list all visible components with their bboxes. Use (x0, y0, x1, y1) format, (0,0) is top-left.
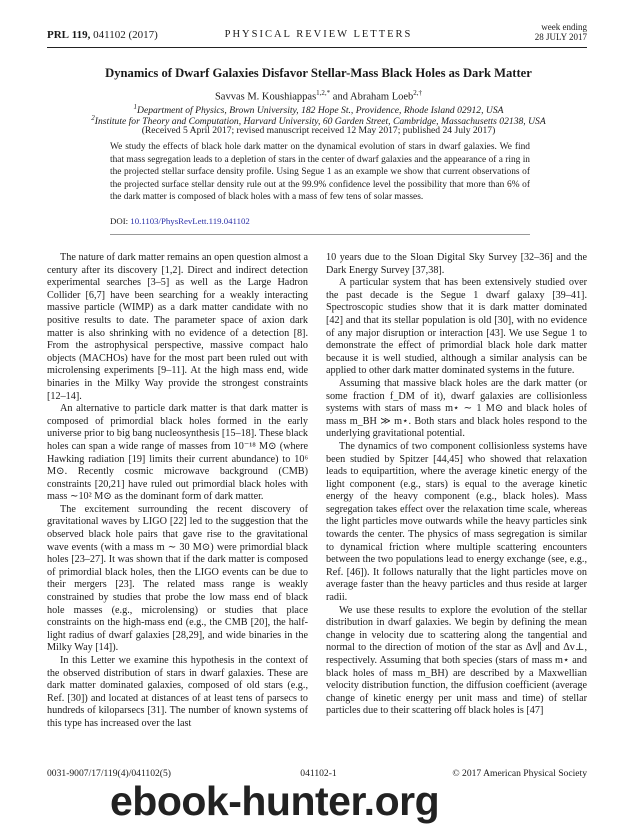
body-column-right (326, 252, 587, 718)
footer-copyright: © 2017 American Physical Society (452, 768, 587, 779)
header-rule (47, 47, 587, 48)
journal-name: PHYSICAL REVIEW LETTERS (224, 29, 413, 40)
body-paragraph: A particular system that has been extensively studied over the past decade is the Segue 1 dwarf galaxy [39–41]. Spectroscopic studies show that it is dark matter dominated [42] and that its stellar population is old [30], with no evidence of any major disruption or interaction [43]. We use Segue 1 to demonstrate the effect of primordial black hole dark matter because it is well studied, although a similar analysis can be applied to other dark matter dominated systems in the future. (326, 277, 587, 377)
journal-abbrev: PRL (47, 29, 69, 41)
week-date: 28 JULY 2017 (534, 32, 587, 42)
footer-issn: 0031-9007/17/119(4)/041102(5) (47, 768, 171, 779)
author-2-marks: 2,† (413, 89, 423, 97)
watermark-text: ebook-hunter.org (110, 778, 440, 824)
body-paragraph: The excitement surrounding the recent discovery of gravitational waves by LIGO [22] led to the suggestion that the observed black hole pairs that gave rise to the gravitational wave events (with a mass m ∼ 30 M⊙) were primordial black holes [23–27]. It was shown that if the dark matter is composed of primordial black holes, then the LIGO events can be due to their mergers [23]. The related mass range is weakly constrained by studies that probe the low mass end of black hole masses (e.g., microlensing) or studies that place constraints on the high-mass end (e.g., the CMB [20], the half-light radius of dwarf galaxies [28,29], and wide binaries in the Milky Way [14]). (47, 503, 308, 654)
article-info: 041102 (2017) (93, 29, 158, 41)
affiliation-2-text: Institute for Theory and Computation, Harvard University, 60 Garden Street, Cambridge, Massachusetts 02138, USA (94, 116, 546, 128)
affiliation-2-num: 2 (91, 114, 95, 122)
affiliation-1-text: Department of Physics, Brown University, 182 Hope St., Providence, Rhode Island 02912, USA (137, 105, 504, 117)
abstract: We study the effects of black hole dark matter on the dynamical evolution of stars in dwarf galaxies. We find that mass segregation leads to a depletion of stars in the center of dwarf galaxies and the appearance of a ring in the projected stellar surface density profile. Using Segue 1 as an example we show that current observations of the projected surface stellar density rule out at the 99.9% confidence level the possibility that more than 6% of the dark matter is composed of black holes with a mass of few tens of solar masses. (110, 142, 530, 202)
header-week (535, 22, 587, 42)
affiliation-1-num: 1 (133, 103, 138, 111)
journal-volume: 119, (71, 29, 91, 41)
body-paragraph: Assuming that massive black holes are the dark matter (or some fraction f_DM of it), dwarf galaxies are collisionless systems with stars of mass m⋆ ∼ 1 M⊙ and black holes of mass m_BH ≫ m⋆. Both stars and black holes respond to the underlying gravitational potential. (326, 377, 587, 440)
body-paragraph: The nature of dark matter remains an open question almost a century after its discovery [1,2]. Direct and indirect detection experimental searches [3–5] as well as the Large Hadron Collider [6,7] have been searching for a weakly interacting massive particle (WIMP) as a dark matter candidate with no positive results to date. The parameter space of axion dark matter is also shrinking with no evidence of a detection [8]. From the astrophysical perspective, massive compact halo objects (MACHOs) have for the most part been ruled out with microlensing experiments [9–11]. At the high mass end, wide binaries in the Milky Way provide the strongest constraints [12–14]. (47, 252, 308, 402)
body-paragraph: An alternative to particle dark matter is that dark matter is composed of primordial black holes formed in the early universe prior to big bang nucleosynthesis [15–18]. These black holes can span a wide range of masses from 10⁻¹⁸ M⊙ (where Hawking radiation [19] limits their current abundance) to 10⁶ M⊙. Recently cosmic microwave background (CMB) constraints [20,21] have ruled out primordial black holes with mass ∼10² M⊙ as the dominant form of dark matter. (47, 403, 308, 503)
author-2-name: Abraham Loeb (350, 91, 414, 103)
doi-link[interactable]: 10.1103/PhysRevLett.119.041102 (130, 216, 250, 226)
author-1-name: Savvas M. Koushiappas (214, 91, 317, 103)
body-paragraph: The dynamics of two component collisionless systems have been studied by Spitzer [44,45] who showed that relaxation leads to equipartition, where the average kinetic energy of the light component (e.g., stars) is equal to the average kinetic energy of the heavy component (e.g., black holes). Mass segregation takes effect over the relaxation time scale, whereas the light particles move outwards while the heavy particles sink towards the center. The physics of mass segregation is similar to dynamical friction where multiple scattering encounters between the two populations lead to energy exchange (see, e.g., Ref. [46]). It follows naturally that the light particles move on average faster than the heavy particles and thus reside at larger radii. (326, 440, 587, 604)
body-paragraph: In this Letter we examine this hypothesis in the context of the observed distribution of stars in dwarf galaxies. These are dark matter dominated galaxies, composed of old stars (e.g., Ref. [30]) and located at distances of at least tens of parsecs to hundreds of kiloparsecs [31]. The number of known systems of this type has increased over the last (47, 655, 308, 729)
author-line (0, 89, 637, 103)
abstract-rule (110, 234, 530, 235)
received-dates: (Received 5 April 2017; revised manuscript received 12 May 2017; published 24 July 2017) (141, 125, 496, 136)
week-label: week ending (541, 22, 587, 32)
body-paragraph: We use these results to explore the evolution of the stellar distribution in dwarf galaxies. We begin by defining the mean change in velocity due to scattering along the tangential and normal to the direction of motion of the star as Δv∥ and Δv⊥, respectively. Assuming that both species (stars of mass m⋆ and black holes of mass m_BH) are described by a Maxwellian velocity distribution function, the diffusion coefficient (average change of kinetic energy per unit mass and time) of stellar particles due to their scattering off black holes is [47] (326, 604, 587, 717)
author-and: and (332, 91, 348, 103)
doi-line (110, 216, 250, 226)
body-paragraph: 10 years due to the Sloan Digital Sky Survey [32–36] and the Dark Energy Survey [37,38]. (326, 252, 587, 276)
doi-label: DOI: (110, 216, 129, 226)
paper-title: Dynamics of Dwarf Galaxies Disfavor Stellar-Mass Black Holes as Dark Matter (105, 66, 532, 80)
body-column-left (47, 252, 308, 731)
footer-page-number: 041102-1 (300, 768, 337, 779)
author-1-marks: 1,2,* (316, 89, 331, 97)
